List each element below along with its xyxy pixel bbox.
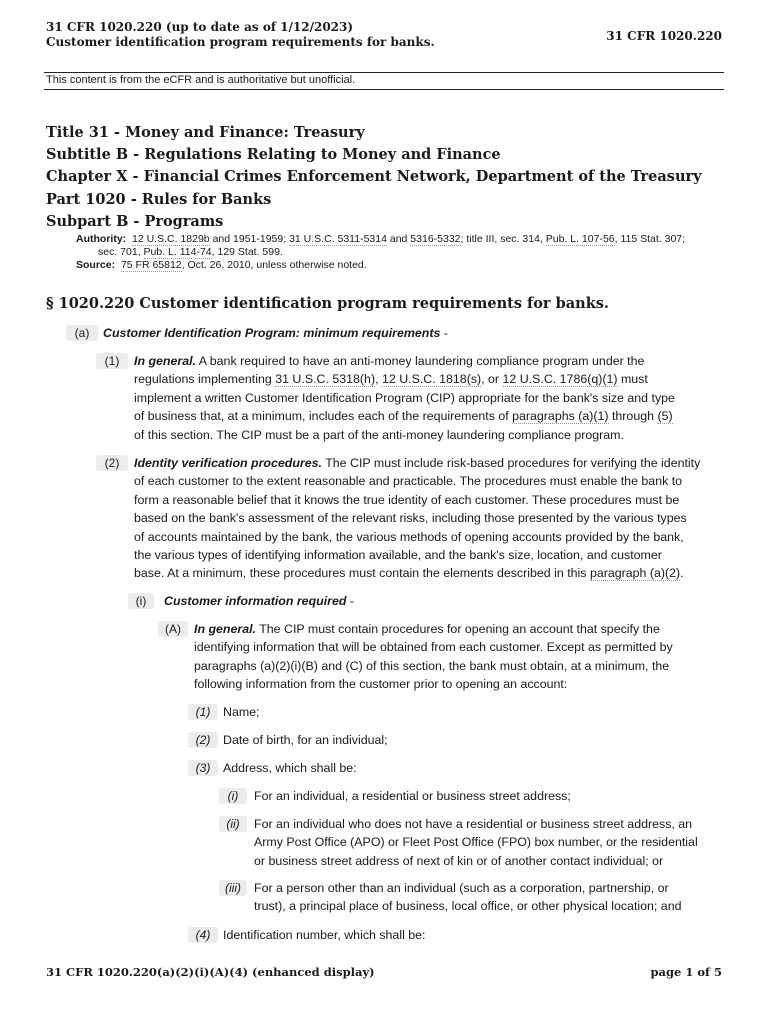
chapter-heading: Chapter X - Financial Crimes Enforcement Network, Department of the Treasury	[46, 168, 702, 186]
paragraph-text: ,	[375, 372, 382, 387]
paragraph-a2	[96, 454, 736, 583]
paragraph-text: For an individual who does not have a residential or business street address, an	[254, 817, 693, 831]
paragraph-text: or business street address of next of kin or of another contact individual; or	[254, 853, 664, 868]
authority-text: sec. 701,	[98, 246, 144, 258]
paragraph-text: of each customer to the extent reasonable and practicable. The procedures must enable the bank to	[134, 474, 683, 489]
paragraph-text: based on the bank's assessment of the relevant risks, including those presented by the various types	[134, 511, 687, 526]
section-heading: § 1020.220 Customer identification program requirements for banks.	[46, 295, 609, 312]
authority-text: ; title III, sec. 314,	[460, 233, 546, 245]
authority-line	[76, 233, 726, 246]
paragraph-text: following information from the customer prior to opening an account:	[194, 677, 568, 692]
subtitle-heading: Subtitle B - Regulations Relating to Money and Finance	[46, 146, 501, 164]
paragraph-n4	[188, 926, 426, 944]
header-right-citation: 31 CFR 1020.220	[606, 29, 722, 43]
authority-text: and 1951-1959;	[209, 233, 290, 245]
paragraph-heading: Customer information required	[164, 594, 347, 608]
paragraph-label: (1)	[188, 704, 218, 720]
authority-source-block	[76, 233, 726, 272]
paragraph-label: (2)	[188, 732, 218, 748]
paragraph-r1	[219, 787, 571, 805]
paragraph-text: -	[440, 326, 448, 340]
paragraph-text: regulations implementing	[134, 372, 276, 387]
paragraph-label: (i)	[128, 593, 154, 609]
citation-link[interactable]: 12 U.S.C. 1786(q)(1)	[502, 372, 618, 387]
paragraph-text: Name;	[223, 705, 260, 719]
authority-link[interactable]: Pub. L. 114-74	[143, 246, 212, 258]
paragraph-text: Army Post Office (APO) or Fleet Post Office (FPO) box number, or the residential	[254, 835, 698, 850]
footer-citation: 31 CFR 1020.220(a)(2)(i)(A)(4) (enhanced display)	[46, 965, 375, 979]
header-citation: 31 CFR 1020.220 (up to date as of 1/12/2023)	[46, 20, 354, 34]
citation-link[interactable]: (5)	[657, 409, 673, 424]
paragraph-text: The CIP must include risk-based procedures for verifying the identity	[321, 456, 701, 470]
paragraph-a2iA	[158, 620, 738, 694]
paragraph-text: of accounts maintained by the bank, the various methods of opening accounts provided by the bank,	[134, 529, 684, 544]
paragraph-r3	[219, 879, 739, 916]
paragraph-a1	[96, 352, 736, 444]
paragraph-text: , or	[481, 372, 503, 387]
source-line	[76, 259, 726, 272]
document-header	[46, 20, 435, 50]
paragraph-text: of business that, at a minimum, includes each of the requirements of	[134, 409, 513, 424]
part-heading: Part 1020 - Rules for Banks	[46, 190, 272, 208]
divider-bottom	[44, 89, 724, 90]
paragraph-n2	[188, 731, 388, 749]
paragraph-label: (3)	[188, 760, 218, 776]
hierarchy-block	[46, 122, 702, 233]
paragraph-text: identifying information that will be obtained from each customer. Except as permitted by	[194, 640, 673, 655]
paragraph-n1	[188, 703, 260, 721]
paragraph-a	[66, 324, 448, 342]
paragraph-text: form a reasonable belief that it knows the true identity of each customer. These procedures must be	[134, 492, 680, 507]
paragraph-text: Identification number, which shall be:	[223, 928, 426, 942]
paragraph-text: trust), a principal place of business, local office, or other physical location; and	[254, 899, 682, 914]
paragraph-r2	[219, 815, 739, 870]
authority-link[interactable]: 12 U.S.C. 1829b	[132, 233, 210, 245]
subpart-heading: Subpart B - Programs	[46, 212, 224, 230]
paragraph-label: (2)	[96, 455, 128, 471]
paragraph-a2i	[128, 592, 354, 610]
source-text: , Oct. 26, 2010, unless otherwise noted.	[181, 259, 367, 271]
header-section-title: Customer identification program requirements for banks.	[46, 35, 435, 49]
authority-notice: This content is from the eCFR and is authoritative but unofficial.	[46, 74, 356, 86]
paragraph-label: (ii)	[219, 816, 247, 832]
paragraph-label: (A)	[158, 621, 188, 637]
paragraph-text: .	[680, 566, 684, 581]
paragraph-text: must	[617, 372, 648, 387]
paragraph-label: (a)	[66, 325, 98, 341]
citation-link[interactable]: 31 U.S.C. 5318(h)	[275, 372, 376, 387]
paragraph-label: (iii)	[219, 880, 247, 896]
paragraph-label: (1)	[96, 353, 128, 369]
paragraph-text: paragraphs (a)(2)(i)(B) and (C) of this section, the bank must obtain, at a minimum, the	[194, 658, 670, 673]
paragraph-text: of this section. The CIP must be a part of the anti-money laundering compliance program.	[134, 427, 624, 442]
paragraph-text: implement a written Customer Identification Program (CIP) appropriate for the bank's size and type	[134, 390, 675, 405]
paragraph-text: A bank required to have an anti-money laundering compliance program under the	[195, 354, 645, 368]
source-link[interactable]: 75 FR 65812	[120, 259, 182, 271]
paragraph-text: For a person other than an individual (such as a corporation, partnership, or	[254, 881, 669, 895]
authority-link[interactable]: 31 U.S.C. 5311-5314	[289, 233, 387, 245]
page-number: page 1 of 5	[650, 965, 722, 979]
authority-text: , 129 Stat. 599.	[211, 246, 283, 258]
paragraph-label: (i)	[219, 788, 247, 804]
authority-text: and	[386, 233, 411, 245]
paragraph-text: For an individual, a residential or business street address;	[254, 789, 571, 803]
citation-link[interactable]: paragraphs (a)(1)	[512, 409, 609, 424]
citation-link[interactable]: paragraph (a)(2)	[589, 566, 681, 581]
paragraph-text: The CIP must contain procedures for opening an account that specify the	[255, 622, 660, 636]
paragraph-heading: In general.	[194, 622, 256, 636]
paragraph-text: Address, which shall be:	[223, 761, 357, 775]
authority-link[interactable]: Pub. L. 107-56	[545, 233, 615, 245]
paragraph-n3	[188, 759, 357, 777]
paragraph-text: through	[608, 409, 658, 424]
paragraph-heading: In general.	[134, 354, 196, 368]
source-label: Source:	[76, 259, 116, 271]
authority-text: , 115 Stat. 307;	[614, 233, 686, 245]
paragraph-heading: Identity verification procedures.	[134, 456, 322, 470]
citation-link[interactable]: 12 U.S.C. 1818(s)	[381, 372, 482, 387]
authority-link[interactable]: 5316-5332	[410, 233, 461, 245]
divider-top	[44, 72, 724, 73]
paragraph-text: -	[346, 594, 355, 608]
paragraph-text: base. At a minimum, these procedures must contain the elements described in this	[134, 566, 590, 581]
paragraph-heading: Customer Identification Program: minimum requirements	[103, 326, 441, 340]
authority-line-2	[76, 246, 726, 259]
title-heading: Title 31 - Money and Finance: Treasury	[46, 124, 365, 141]
authority-label: Authority:	[76, 233, 127, 245]
paragraph-text: the various types of identifying information available, and the bank's size, location, and customer	[134, 548, 662, 563]
paragraph-text: Date of birth, for an individual;	[223, 733, 388, 747]
paragraph-label: (4)	[188, 927, 218, 943]
